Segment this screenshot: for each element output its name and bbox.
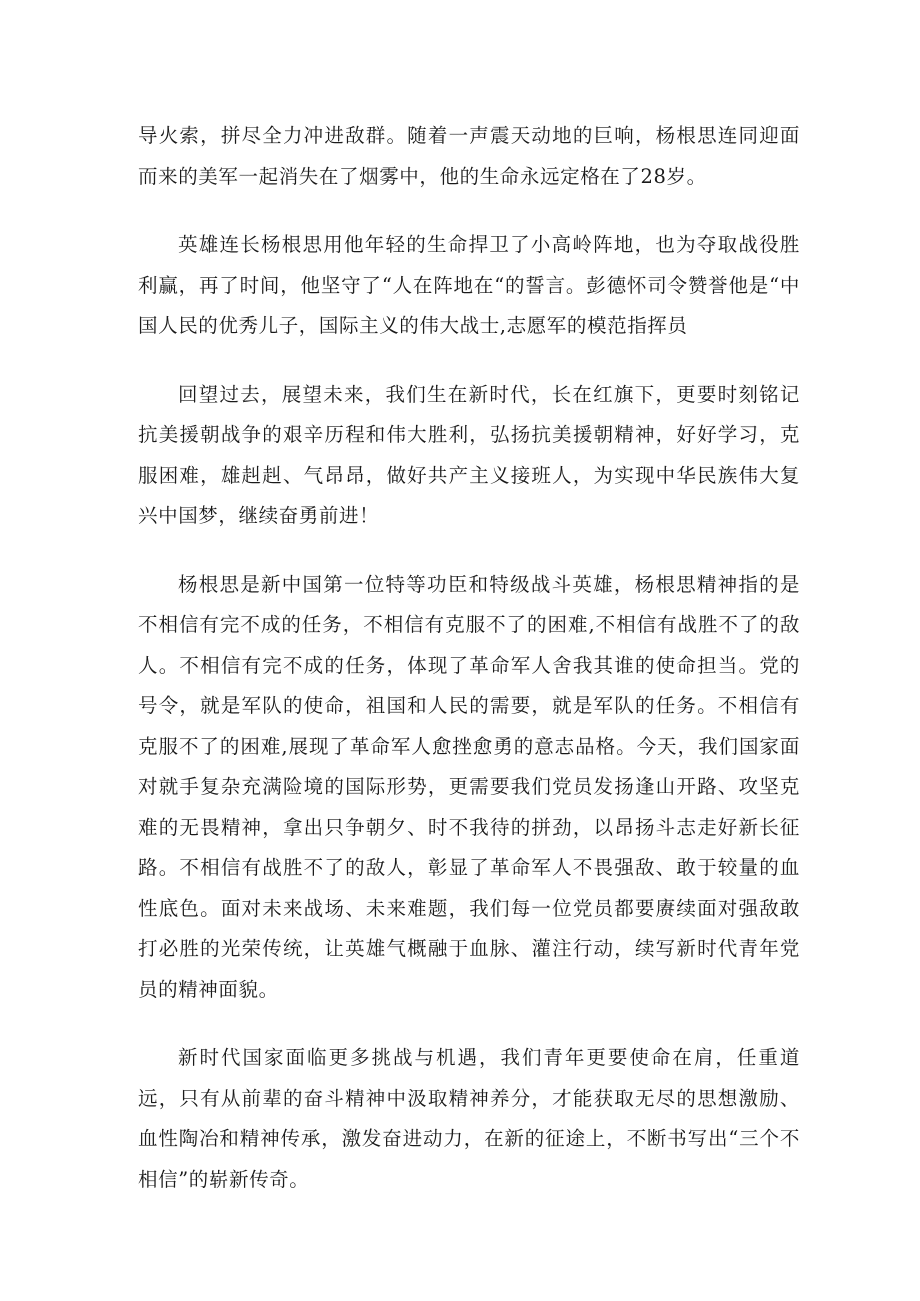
paragraph-1: 导火索，拼尽全力冲进敌群。随着一声震天动地的巨响，杨根思连同迎面而来的美军一起消失在了烟雾中，他的生命永远定格在了28岁。 — [138, 124, 800, 188]
document-body — [138, 116, 800, 1228]
paragraph-3: 回望过去，展望未来，我们生在新时代，长在红旗下，更要时刻铭记抗美援朝战争的艰辛历程和伟大胜利，弘扬抗美援朝精神，好好学习，克服困难，雄赳赳、气昂昂，做好共产主义接班人，为实现中华民族伟大复兴中国梦，继续奋勇前进！ — [138, 382, 800, 527]
paragraph-5: 新时代国家面临更多挑战与机遇，我们青年更要使命在肩，任重道远，只有从前辈的奋斗精神中汲取精神养分，才能获取无尽的思想激励、血性陶冶和精神传承，激发奋进动力，在新的征途上，不断书写出“三个不相信”的崭新传奇。 — [138, 1046, 800, 1191]
paragraph-4: 杨根思是新中国第一位特等功臣和特级战斗英雄，杨根思精神指的是不相信有完不成的任务，不相信有克服不了的困难,不相信有战胜不了的敌人。不相信有完不成的任务，体现了革命军人舍我其谁的使命担当。党的号令，就是军队的使命，祖国和人民的需要，就是军队的任务。不相信有克服不了的困难,展现了革命军人愈挫愈勇的意志品格。今天，我们国家面对就手复杂充满险境的国际形势，更需要我们党员发扬逢山开路、攻坚克难的无畏精神，拿出只争朝夕、时不我待的拼劲，以昂扬斗志走好新长征路。不相信有战胜不了的敌人，彰显了革命军人不畏强敌、敢于较量的血性底色。面对未来战场、未来难题，我们每一位党员都要赓续面对强敌敢打必胜的光荣传统，让英雄气概融于血脉、灌注行动，续写新时代青年党员的精神面貌。 — [138, 572, 800, 1001]
paragraph-2: 英雄连长杨根思用他年轻的生命捍卫了小高岭阵地，也为夺取战役胜利赢，再了时间，他坚守了“人在阵地在“的誓言。彭德怀司令赞誉他是“中国人民的优秀儿子，国际主义的伟大战士,志愿军的模范指挥员 — [138, 233, 800, 337]
